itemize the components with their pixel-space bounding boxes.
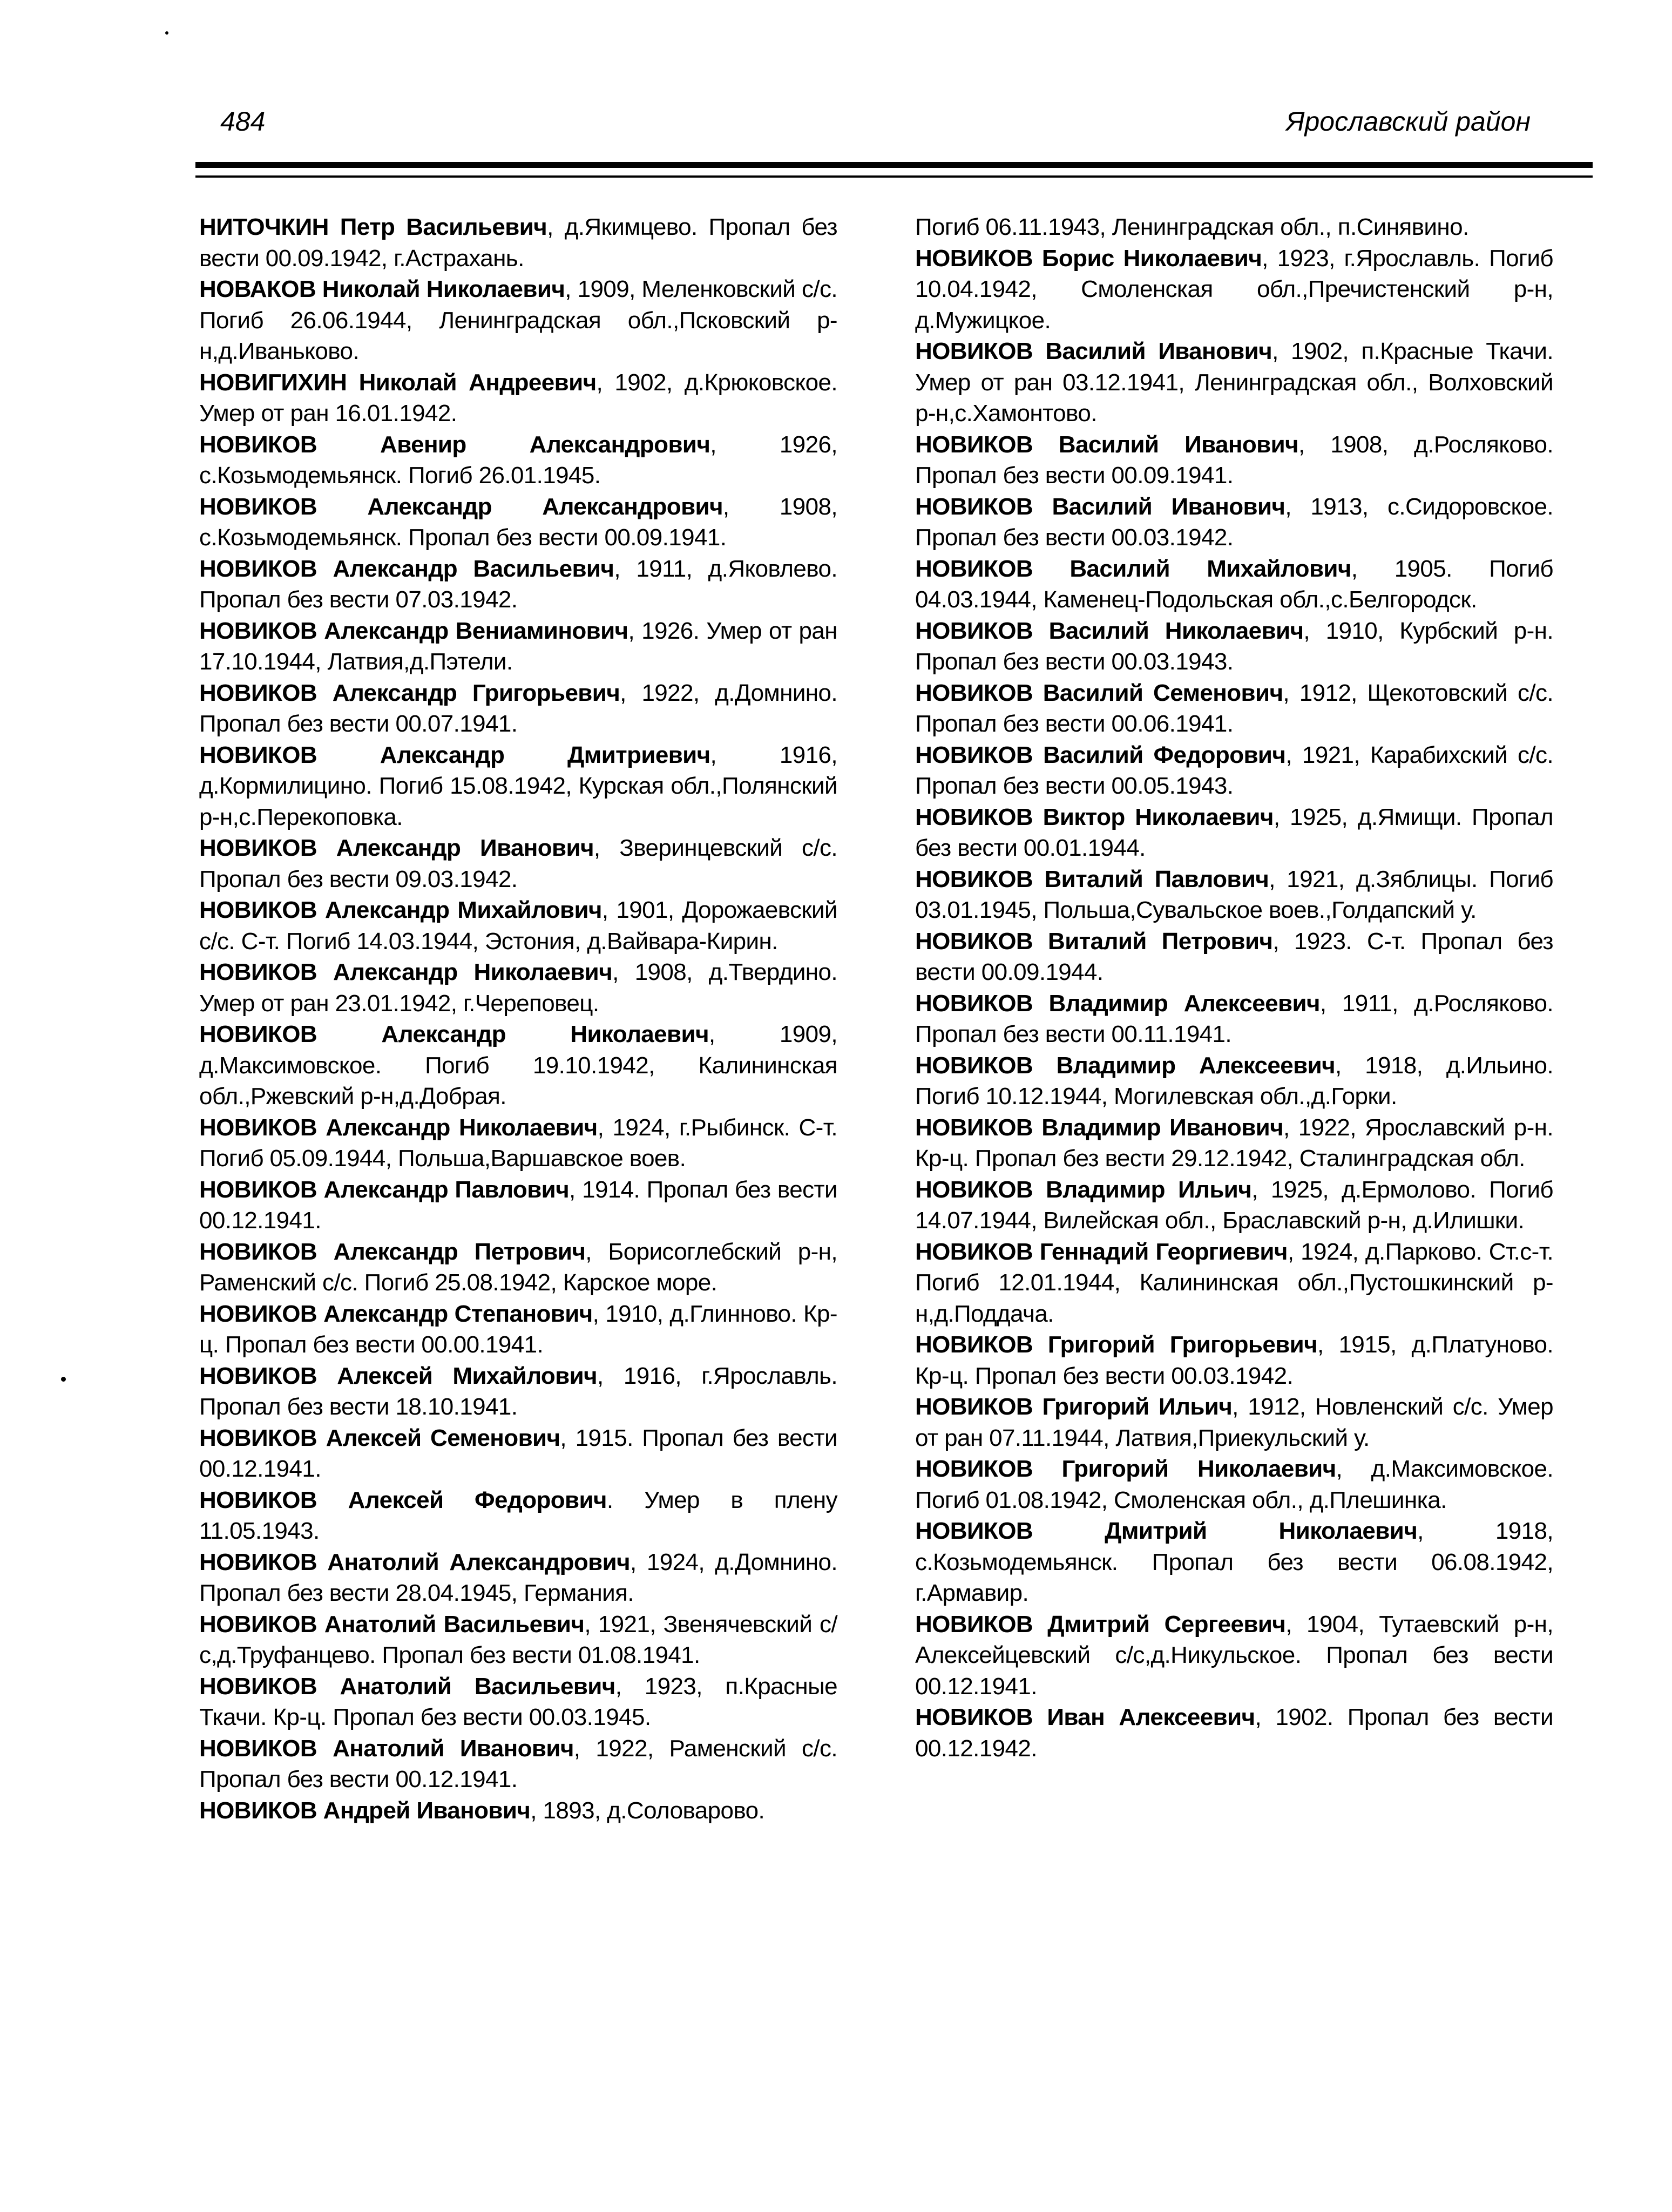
entry-name: НОВИКОВ Дмитрий Николаевич [915,1518,1418,1544]
entry-name: НОВИКОВ Анатолий Александрович [199,1548,630,1575]
entry-name: НОВИКОВ Владимир Ильич [915,1176,1252,1203]
register-entry [199,1733,837,1795]
entry-details: , 1923, п.Красные Ткачи. Кр-ц. Пропал без вести 00.03.1945. [199,1673,837,1730]
entry-name: НОВИГИХИН Николай Андреевич [199,369,597,396]
entry-details: , 1921, д.Зяблицы. Погиб 03.01.1945, Польша,Сувальское воев.,Голдапский у. [915,865,1553,923]
entry-name: НОВИКОВ Александр Николаевич [199,959,613,985]
scan-speck [61,1377,66,1382]
entry-details: , 1911, д.Яковлево. Пропал без вести 07.03.1942. [199,555,837,613]
register-entry [915,1174,1553,1236]
entry-name: НОВИКОВ Авенир Александрович [199,431,710,458]
entry-details: , 1912, Щекотовский с/с. Пропал без вести 00.06.1941. [915,679,1553,737]
entry-details: , 1902. Пропал без вести 00.12.1942. [915,1704,1553,1762]
header-rule-thick [195,162,1593,168]
entry-name: НОВИКОВ Виктор Николаевич [915,803,1274,830]
entry-name: НОВИКОВ Геннадий Георгиевич [915,1238,1288,1265]
register-entry [199,678,837,740]
entry-name: НОВИКОВ Александр Григорьевич [199,679,620,706]
entry-details: , 1925, д.Ямищи. Пропал без вести 00.01.1944. [915,803,1553,861]
register-entry [199,1236,837,1298]
entry-details: , 1909, д.Максимовское. Погиб 19.10.1942, Калининская обл.,Ржевский р-н,д.Добрая. [199,1021,837,1110]
entry-details: , 1924, д.Парково. Ст.с-т. Погиб 12.01.1944, Калининская обл.,Пустошкинский р-н,д.Поддача. [915,1238,1554,1327]
entry-name: НОВИКОВ Александр Павлович [199,1176,570,1203]
register-entry [915,926,1553,988]
register-entry [199,553,837,615]
entry-details: , 1901, Дорожаевский с/с. С-т. Погиб 14.03.1944, Эстония, д.Вайвара-Кирин. [199,897,837,955]
entry-name: НОВИКОВ Алексей Федорович [199,1486,607,1513]
entry-name: НОВИКОВ Александр Николаевич [199,1021,709,1047]
register-entry [915,988,1553,1050]
entry-name: НОВАКОВ Николай Николаевич [199,276,565,302]
register-entry [915,1236,1553,1330]
entry-details: , 1926. Умер от ран 17.10.1944, Латвия,д.Пэтели. [199,617,837,675]
entry-details: , 1916, д.Кормилицино. Погиб 15.08.1942, Курская обл.,Полянский р-н,с.Перекоповка. [199,741,837,830]
entry-details: , 1925, д.Ермолово. Погиб 14.07.1944, Вилейская обл., Браславский р-н, д.Илишки. [915,1176,1554,1234]
entry-name: НОВИКОВ Александр Михайлович [199,897,602,923]
register-entry [915,336,1553,429]
register-entry [199,1609,837,1671]
entry-name: НОВИКОВ Василий Иванович [915,493,1285,520]
entry-details: , Борисоглебский р-н, Раменский с/с. Погиб 25.08.1942, Карское море. [199,1238,837,1296]
entry-details: , 1902, п.Красные Ткачи. Умер от ран 03.12.1941, Ленинградская обл., Волховский р-н,с.Хамонтово. [915,338,1553,427]
entry-name: НОВИКОВ Анатолий Васильевич [199,1673,615,1700]
entry-details: , 1921, Звенячевский с/с,д.Труфанцево. Пропал без вести 01.08.1941. [199,1611,837,1668]
register-entry [199,740,837,833]
entry-details: , д.Максимовское. Погиб 01.08.1942, Смоленская обл., д.Плешинка. [915,1456,1553,1513]
entry-name: НОВИКОВ Александр Дмитриевич [199,741,710,768]
register-entry [199,957,837,1019]
entry-name: НОВИКОВ Александр Степанович [199,1300,593,1327]
register-entry [915,429,1553,491]
register-entry [199,833,837,895]
entry-name: НОВИКОВ Александр Вениаминович [199,617,628,644]
entry-name: НОВИКОВ Василий Федорович [915,741,1286,768]
entry-details: Погиб 06.11.1943, Ленинградская обл., п.Синявино. [915,214,1469,240]
entry-details: , 1923. С-т. Пропал без вести 00.09.1944. [915,928,1553,985]
register-entry [915,243,1553,336]
entry-details: , 1918, с.Козьмодемьянск. Пропал без вести 06.08.1942, г.Армавир. [915,1518,1554,1606]
entry-details: , д.Якимцево. Пропал без вести 00.09.1942, г.Астрахань. [199,214,837,272]
entry-name: НОВИКОВ Владимир Иванович [915,1114,1284,1141]
register-entry [915,1050,1553,1112]
entry-name: НОВИКОВ Виталий Павлович [915,865,1269,892]
entry-details: , 1918, д.Ильино. Погиб 10.12.1944, Могилевская обл.,д.Горки. [915,1052,1553,1110]
register-entry [199,895,837,957]
entry-name: НОВИКОВ Александр Александрович [199,493,723,520]
entry-details: , 1908, д.Твердино. Умер от ран 23.01.1942, г.Череповец. [199,959,837,1017]
entry-name: НОВИКОВ Василий Семенович [915,679,1283,706]
register-entry [915,212,1553,243]
entry-details: , 1902, д.Крюковское. Умер от ран 16.01.1942. [199,369,837,427]
entry-name: НОВИКОВ Алексей Семенович [199,1424,560,1451]
entry-name: НОВИКОВ Александр Иванович [199,835,594,861]
register-entry [915,1609,1553,1702]
register-entry [199,1423,837,1485]
register-entry [199,274,837,367]
register-entry [199,1112,837,1174]
entry-name: НОВИКОВ Андрей Иванович [199,1797,531,1824]
page-number: 484 [220,106,266,137]
register-entry [199,491,837,553]
entry-details: , 1924, г.Рыбинск. С-т. Погиб 05.09.1944, Польша,Варшавское воев. [199,1114,837,1172]
register-entry [199,367,837,429]
entry-details: , 1910, Курбский р-н. Пропал без вести 00.03.1943. [915,617,1553,675]
register-entry [915,1329,1553,1391]
entry-name: НОВИКОВ Александр Петрович [199,1238,586,1265]
entry-name: НИТОЧКИН Петр Васильевич [199,214,547,240]
entry-name: НОВИКОВ Алексей Михайлович [199,1362,597,1389]
entry-name: НОВИКОВ Виталий Петрович [915,928,1273,955]
entry-details: , 1910, д.Глинново. Кр-ц. Пропал без вести 00.00.1941. [199,1300,837,1358]
entry-name: НОВИКОВ Василий Николаевич [915,617,1304,644]
entry-details: , 1904, Тутаевский р-н, Алексейцевский с/с,д.Никульское. Пропал без вести 00.12.1941. [915,1611,1553,1700]
register-entry [915,1391,1553,1453]
entry-details: , 1914. Пропал без вести 00.12.1941. [199,1176,837,1234]
register-entry [915,1516,1553,1609]
entry-details: , 1921, Карабихский с/с. Пропал без вести 00.05.1943. [915,741,1554,799]
entry-details: , 1913, с.Сидоровское. Пропал без вести 00.03.1942. [915,493,1553,551]
entry-name: НОВИКОВ Александр Васильевич [199,555,614,582]
entry-name: НОВИКОВ Григорий Ильич [915,1394,1233,1420]
register-entry [199,1795,837,1827]
register-entry [199,1298,837,1361]
register-entry [199,1361,837,1423]
entry-details: , 1908, д.Росляково. Пропал без вести 00.09.1941. [915,431,1554,489]
entry-details: , Зверинцевский с/с. Пропал без вести 09.03.1942. [199,835,837,892]
register-entry [199,1547,837,1609]
register-entry [199,1019,837,1112]
entry-name: НОВИКОВ Анатолий Васильевич [199,1611,585,1638]
register-entry [915,615,1553,678]
register-entry [199,1671,837,1733]
entry-name: НОВИКОВ Анатолий Иванович [199,1735,574,1762]
entry-details: , 1916, г.Ярославль. Пропал без вести 18.10.1941. [199,1362,837,1420]
entry-details: , 1915, д.Платуново. Кр-ц. Пропал без вести 00.03.1942. [915,1331,1553,1389]
entry-name: НОВИКОВ Александр Николаевич [199,1114,598,1141]
entry-name: НОВИКОВ Владимир Алексеевич [915,1052,1335,1079]
register-entry [199,1485,837,1547]
left-column [199,212,837,1826]
entry-name: НОВИКОВ Дмитрий Сергеевич [915,1611,1286,1638]
right-column [915,212,1553,1764]
entry-details: , 1922, д.Домнино. Пропал без вести 00.07.1941. [199,679,837,737]
entry-details: , 1926, с.Козьмодемьянск. Погиб 26.01.1945. [199,431,837,489]
entry-name: НОВИКОВ Василий Иванович [915,338,1272,364]
entry-details: , 1909, Меленковский с/с. Погиб 26.06.1944, Ленинградская обл.,Псковский р-н,д.Иваньково. [199,276,837,364]
entry-name: НОВИКОВ Василий Михайлович [915,555,1351,582]
entry-details: , 1905. Погиб 04.03.1944, Каменец-Подольская обл.,с.Белгородск. [915,555,1553,613]
register-entry [915,1112,1553,1174]
entry-name: НОВИКОВ Григорий Григорьевич [915,1331,1318,1358]
entry-details: , 1908, с.Козьмодемьянск. Пропал без вести 00.09.1941. [199,493,838,551]
register-entry [915,740,1553,802]
scan-speck [165,31,168,35]
entry-details: , 1922, Ярославский р-н. Кр-ц. Пропал без вести 29.12.1942, Сталинградская обл. [915,1114,1553,1172]
register-entry [199,212,837,274]
entry-name: НОВИКОВ Владимир Алексеевич [915,990,1320,1017]
entry-details: , 1924, д.Домнино. Пропал без вести 28.04.1945, Германия. [199,1548,837,1606]
entry-details: , 1923, г.Ярославль. Погиб 10.04.1942, Смоленская обл.,Пречистенский р-н, д.Мужицкое. [915,245,1553,334]
register-entry [915,802,1553,864]
entry-details: , 1915. Пропал без вести 00.12.1941. [199,1424,837,1482]
entry-name: НОВИКОВ Григорий Николаевич [915,1456,1336,1482]
running-header-title: Ярославский район [1286,106,1531,137]
entry-name: НОВИКОВ Василий Иванович [915,431,1298,458]
register-entry [915,1453,1553,1516]
register-entry [915,678,1553,740]
register-entry [199,429,837,491]
entry-details: , 1912, Новленский с/с. Умер от ран 07.11.1944, Латвия,Приекульский у. [915,1394,1553,1451]
register-entry [915,1702,1553,1764]
register-entry [199,615,837,678]
entry-details: . Умер в плену 11.05.1943. [199,1486,838,1544]
register-entry [915,553,1553,615]
entry-name: НОВИКОВ Иван Алексеевич [915,1704,1255,1730]
register-entry [915,864,1553,926]
entry-details: , 1922, Раменский с/с. Пропал без вести 00.12.1941. [199,1735,837,1792]
entry-name: НОВИКОВ Борис Николаевич [915,245,1262,272]
entry-details: , 1911, д.Росляково. Пропал без вести 00.11.1941. [915,990,1553,1047]
entry-details: , 1893, д.Соловарово. [530,1797,765,1824]
register-entry [915,491,1553,553]
header-rule-thin [195,175,1593,178]
register-entry [199,1174,837,1236]
